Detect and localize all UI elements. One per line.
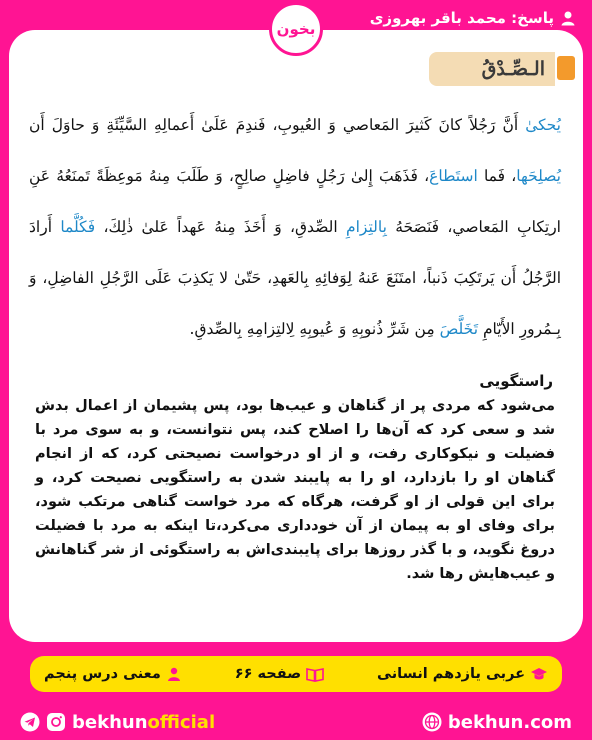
lesson-label: معنی درس پنجم (44, 666, 161, 682)
translation-title: راستگویی (479, 372, 553, 390)
teacher-icon (166, 666, 182, 682)
graduation-cap-icon (530, 666, 548, 682)
lesson-info-pill (30, 656, 562, 692)
site-url: bekhun.com (447, 711, 572, 733)
handle-suffix: official (147, 711, 216, 733)
highlighted-word: بِالتِزامِ (346, 218, 387, 236)
title-tab-decoration (557, 56, 575, 80)
translation-text: می‌شود که مردی پر از گناهان و عیب‌ها بود، پس پشیمان از اعمال بدش شد و سعی کرد که آن‌ها را اصلاح کند، پس نتوانست، و به سوی مرد با فضیلت و نیکوکاری رفت، و از او درخواست نصیحتی کرد، که از انجام گناهان او را بازدارد، او را به پایبند شدن به راستگویی نصیحت کرد، و برای این قولی از او گرفت، هرگاه که مرد خواست گناهی مرتکب شود، برای وفای او به پیمان از آن خودداری می‌کرد،تا اینکه به مرد با فضیلت دروغ نگوید، و با گذر روزها برای پایبندی‌اش به راستگوئی از شر گناهانش و عیب‌هایش رها شد. (35, 398, 555, 582)
passage-text: مِن شَرِّ ذُنوبِهِ وَ عُيوبِهِ لِالتِزامِهِ بِالصِّدقِ. (189, 320, 440, 338)
user-icon (560, 10, 576, 26)
highlighted-word: استَطاعَ (429, 167, 478, 185)
instagram-icon[interactable] (46, 712, 66, 732)
page-label: صفحه ۶۶ (234, 666, 302, 682)
page-info-item (235, 666, 324, 682)
logo-text: بخون (276, 20, 316, 38)
website-link[interactable] (422, 712, 572, 733)
handle-prefix: bekhun (72, 711, 148, 733)
bottom-bar (0, 704, 592, 740)
passage-text: الصِّدقِ، وَ أَخَذَ مِنهُ عَهداً عَلىٰ ذٰلِكَ، (95, 218, 346, 236)
highlighted-word: يُحكىٰ (525, 116, 561, 134)
highlighted-word: يُصلِحَها (516, 167, 561, 185)
lesson-card (9, 30, 583, 642)
highlighted-word: تَخَلَّصَ (439, 320, 479, 338)
arabic-passage (29, 100, 561, 355)
passage-text: أَنَّ رَجُلاً كانَ كَثيرَ المَعاصي وَ العُيوبِ، فَندِمَ عَلَىٰ أَعمالِهِ السَّيِّئَةِ وَ حاوَلَ أَن (29, 116, 526, 134)
lesson-info-item (44, 666, 182, 682)
book-info-item (377, 666, 548, 682)
answer-credit (370, 9, 576, 27)
social-handle[interactable] (20, 712, 215, 733)
passage-text: ، فَذَهَبَ إِلىٰ رَجُلٍ فاضِلٍ صالِحٍ، وَ طَلَبَ مِنهُ مَوعِظَةً تَمنَعُهُ عَنِ ارتِكابِ المَعاصي، فَنَصَحَهُ (29, 167, 561, 236)
open-book-icon (306, 666, 324, 682)
highlighted-word: فَكُلَّما (60, 218, 96, 236)
passage-text: أَرادَ الرَّجُلُ أَن يَرتَكِبَ ذَنباً، امتَنَعَ عَنهُ لِوَفائِهِ بِالعَهدِ، حَتّىٰ لا يَكذِبَ عَلَى الرَّجُلِ الفاضِلِ، وَ بِـمُرورِ الأَيّامِ (29, 218, 561, 338)
lesson-title: الـصِّـدْقُ (429, 52, 555, 86)
globe-icon (422, 712, 442, 732)
answer-label-text: پاسخ: محمد باقر بهروزی (369, 9, 554, 27)
passage-text: ، فَما (477, 167, 517, 185)
telegram-icon[interactable] (20, 712, 40, 732)
brand-logo (269, 2, 323, 56)
book-label: عربی یازدهم انسانی (377, 666, 525, 682)
